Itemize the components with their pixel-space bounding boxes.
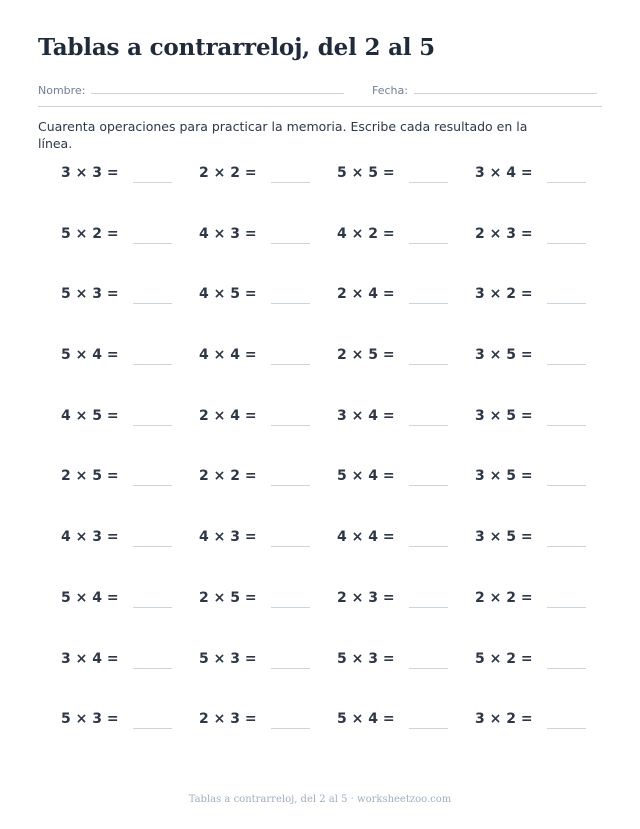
problem-expression: 3 × 2 = — [475, 711, 533, 728]
date-field[interactable] — [372, 81, 597, 97]
problem-expression: 5 × 4 = — [61, 347, 119, 364]
answer-line[interactable] — [547, 425, 586, 426]
answer-line[interactable] — [271, 425, 310, 426]
answer-line[interactable] — [547, 303, 586, 304]
answer-line[interactable] — [133, 607, 172, 608]
problem-expression: 3 × 3 = — [61, 165, 119, 181]
problem-expression: 5 × 4 = — [337, 711, 395, 728]
problem-item — [176, 406, 314, 467]
problem-expression: 5 × 4 = — [61, 589, 119, 606]
problem-item — [314, 406, 452, 467]
problem-item — [38, 649, 176, 710]
answer-line[interactable] — [133, 303, 172, 304]
instructions: Cuarenta operaciones para practicar la memoria. Escribe cada resultado en la línea. — [38, 119, 528, 151]
problem-expression: 3 × 2 = — [475, 286, 533, 303]
problem-expression: 2 × 4 = — [199, 407, 257, 424]
name-label: Nombre: — [38, 84, 86, 97]
problem-item — [452, 224, 590, 285]
problem-expression: 3 × 4 = — [337, 407, 395, 424]
problem-expression: 3 × 4 = — [475, 165, 533, 181]
problem-item — [452, 163, 590, 224]
problem-expression: 2 × 3 = — [337, 589, 395, 606]
problem-item — [452, 466, 590, 527]
problem-item — [452, 345, 590, 406]
answer-line[interactable] — [271, 303, 310, 304]
page-title: Tablas a contrarreloj, del 2 al 5 — [38, 34, 435, 61]
answer-line[interactable] — [133, 425, 172, 426]
problem-expression: 2 × 5 = — [199, 589, 257, 606]
header-fields — [38, 81, 602, 95]
problem-item — [314, 345, 452, 406]
problem-expression: 4 × 5 = — [61, 407, 119, 424]
answer-line[interactable] — [547, 243, 586, 244]
answer-line[interactable] — [133, 243, 172, 244]
answer-line[interactable] — [409, 364, 448, 365]
problem-item — [176, 527, 314, 588]
answer-line[interactable] — [409, 182, 448, 183]
problem-expression: 3 × 5 = — [475, 468, 533, 485]
answer-line[interactable] — [547, 364, 586, 365]
problem-expression: 5 × 2 = — [61, 225, 119, 242]
problem-item — [176, 284, 314, 345]
answer-line[interactable] — [547, 728, 586, 729]
problem-item — [38, 466, 176, 527]
problem-expression: 5 × 5 = — [337, 165, 395, 181]
problem-expression: 4 × 4 = — [337, 529, 395, 546]
problem-expression: 2 × 3 = — [199, 711, 257, 728]
problem-item — [176, 224, 314, 285]
problem-expression: 2 × 5 = — [337, 347, 395, 364]
problem-item — [452, 709, 590, 770]
problem-item — [314, 527, 452, 588]
problem-item — [176, 345, 314, 406]
answer-line[interactable] — [547, 607, 586, 608]
problem-expression: 4 × 5 = — [199, 286, 257, 303]
answer-line[interactable] — [547, 546, 586, 547]
problem-item — [38, 709, 176, 770]
answer-line[interactable] — [271, 485, 310, 486]
problem-expression: 4 × 4 = — [199, 347, 257, 364]
answer-line[interactable] — [133, 364, 172, 365]
problem-item — [452, 284, 590, 345]
answer-line[interactable] — [133, 546, 172, 547]
answer-line[interactable] — [133, 728, 172, 729]
answer-line[interactable] — [547, 485, 586, 486]
problem-expression: 4 × 2 = — [337, 225, 395, 242]
problem-item — [38, 345, 176, 406]
problem-expression: 2 × 2 = — [475, 589, 533, 606]
problem-item — [38, 527, 176, 588]
problem-expression: 5 × 3 = — [337, 650, 395, 667]
problem-item — [452, 406, 590, 467]
footer: Tablas a contrarreloj, del 2 al 5 · worksheetzoo.com — [188, 794, 452, 805]
problem-item — [314, 588, 452, 649]
problem-item — [176, 709, 314, 770]
name-line[interactable] — [91, 81, 344, 94]
problem-expression: 3 × 4 = — [61, 650, 119, 667]
problem-item — [314, 163, 452, 224]
problem-item — [176, 649, 314, 710]
answer-line[interactable] — [547, 668, 586, 669]
problem-item — [314, 649, 452, 710]
problem-expression: 4 × 3 = — [61, 529, 119, 546]
problem-expression: 4 × 3 = — [199, 225, 257, 242]
problem-item — [176, 466, 314, 527]
answer-line[interactable] — [409, 485, 448, 486]
problem-expression: 5 × 3 = — [61, 286, 119, 303]
problem-expression: 5 × 3 = — [199, 650, 257, 667]
problem-item — [314, 466, 452, 527]
answer-line[interactable] — [409, 728, 448, 729]
problem-expression: 2 × 3 = — [475, 225, 533, 242]
problem-expression: 2 × 2 = — [199, 468, 257, 485]
problem-expression: 5 × 3 = — [61, 711, 119, 728]
answer-line[interactable] — [409, 668, 448, 669]
answer-line[interactable] — [409, 546, 448, 547]
date-label: Fecha: — [372, 84, 408, 97]
problem-item — [176, 588, 314, 649]
problem-item — [38, 588, 176, 649]
answer-line[interactable] — [271, 182, 310, 183]
date-line[interactable] — [414, 81, 597, 94]
problem-item — [38, 284, 176, 345]
problem-expression: 2 × 5 = — [61, 468, 119, 485]
problem-item — [176, 163, 314, 224]
problem-item — [314, 224, 452, 285]
problem-item — [452, 649, 590, 710]
problem-item — [38, 163, 176, 224]
problem-expression: 3 × 5 = — [475, 347, 533, 364]
problem-expression: 2 × 2 = — [199, 165, 257, 181]
problem-item — [38, 406, 176, 467]
answer-line[interactable] — [133, 182, 172, 183]
problem-grid — [38, 163, 602, 743]
answer-line[interactable] — [547, 182, 586, 183]
answer-line[interactable] — [271, 364, 310, 365]
problem-item — [314, 709, 452, 770]
answer-line[interactable] — [133, 668, 172, 669]
answer-line[interactable] — [271, 243, 310, 244]
problem-item — [314, 284, 452, 345]
answer-line[interactable] — [409, 303, 448, 304]
answer-line[interactable] — [271, 668, 310, 669]
answer-line[interactable] — [271, 607, 310, 608]
header-divider — [38, 106, 602, 107]
problem-item — [452, 588, 590, 649]
name-field[interactable] — [38, 81, 344, 97]
problem-item — [452, 527, 590, 588]
answer-line[interactable] — [409, 607, 448, 608]
problem-expression: 3 × 5 = — [475, 407, 533, 424]
problem-expression: 4 × 3 = — [199, 529, 257, 546]
problem-expression: 5 × 4 = — [337, 468, 395, 485]
answer-line[interactable] — [409, 243, 448, 244]
problem-expression: 3 × 5 = — [475, 529, 533, 546]
answer-line[interactable] — [271, 546, 310, 547]
problem-expression: 5 × 2 = — [475, 650, 533, 667]
problem-item — [38, 224, 176, 285]
answer-line[interactable] — [133, 485, 172, 486]
problem-expression: 2 × 4 = — [337, 286, 395, 303]
answer-line[interactable] — [271, 728, 310, 729]
answer-line[interactable] — [409, 425, 448, 426]
